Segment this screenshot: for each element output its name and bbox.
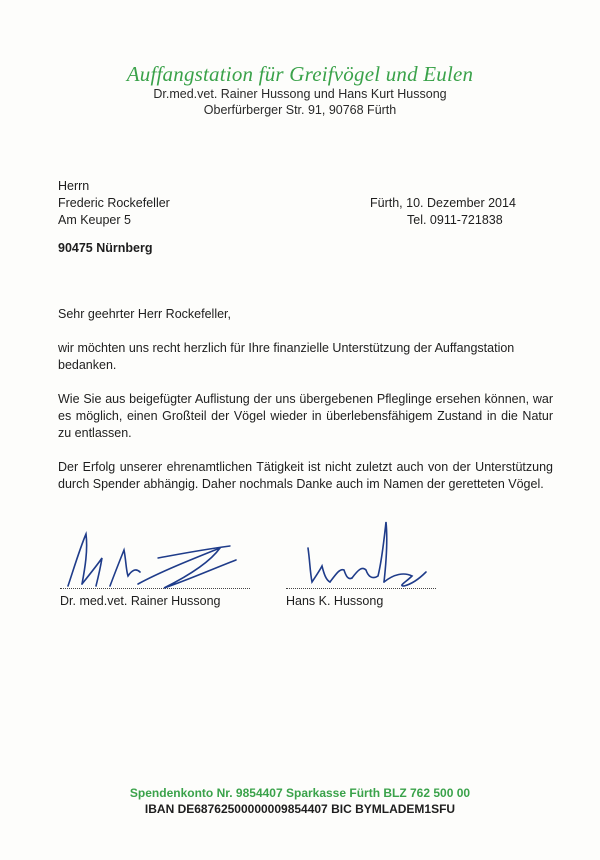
signature-rainer-hussong [60, 520, 250, 590]
signature-block-left [60, 520, 250, 609]
donation-account: Spendenkonto Nr. 9854407 Sparkasse Fürth BLZ 762 500 00 [129, 786, 471, 800]
phone-number: Tel. 0911-721838 [407, 213, 503, 227]
signature-line-left [60, 588, 250, 589]
organization-name: Auffangstation für Greifvögel und Eulen [126, 62, 474, 86]
recipient-name: Frederic Rockefeller [58, 196, 170, 210]
letterhead [0, 62, 600, 118]
recipient-street: Am Keuper 5 [58, 213, 131, 227]
recipient-city: 90475 Nürnberg [58, 241, 153, 255]
letter-body [58, 306, 553, 510]
iban-bic: IBAN DE68762500000009854407 BIC BYMLADEM1SFU [144, 802, 456, 816]
letter-date: Fürth, 10. Dezember 2014 [370, 196, 516, 210]
signature-hans-hussong [286, 520, 436, 590]
organization-owners: Dr.med.vet. Rainer Hussong und Hans Kurt Hussong [153, 87, 447, 101]
body-paragraph-1: wir möchten uns recht herzlich für Ihre finanzielle Unterstützung der Auffangstation bedanken. [58, 341, 515, 372]
recipient-salutation: Herrn [58, 179, 90, 193]
signature-line-right [286, 588, 436, 589]
bank-details-footer [0, 785, 600, 817]
greeting: Sehr geehrter Herr Rockefeller, [58, 307, 231, 321]
signatory-name-left: Dr. med.vet. Rainer Hussong [60, 594, 221, 608]
signatory-name-right: Hans K. Hussong [286, 594, 384, 608]
recipient-address [58, 178, 170, 257]
body-paragraph-3: Der Erfolg unserer ehrenamtlichen Tätigkeit ist nicht zuletzt auch von der Unterstützung durch Spender abhängig. Daher nochmals Danke auch im Namen der geretteten Vögel. [58, 460, 553, 491]
place-date-block [370, 195, 550, 229]
signature-block-right [286, 520, 436, 609]
body-paragraph-2: Wie Sie aus beigefügter Auflistung der uns übergebenen Pfleglinge ersehen können, war es möglich, einen Großteil der Vögel wieder in überlebensfähigem Zustand in die Natur zu entlassen. [58, 392, 553, 440]
organization-address: Oberfürberger Str. 91, 90768 Fürth [203, 103, 397, 117]
